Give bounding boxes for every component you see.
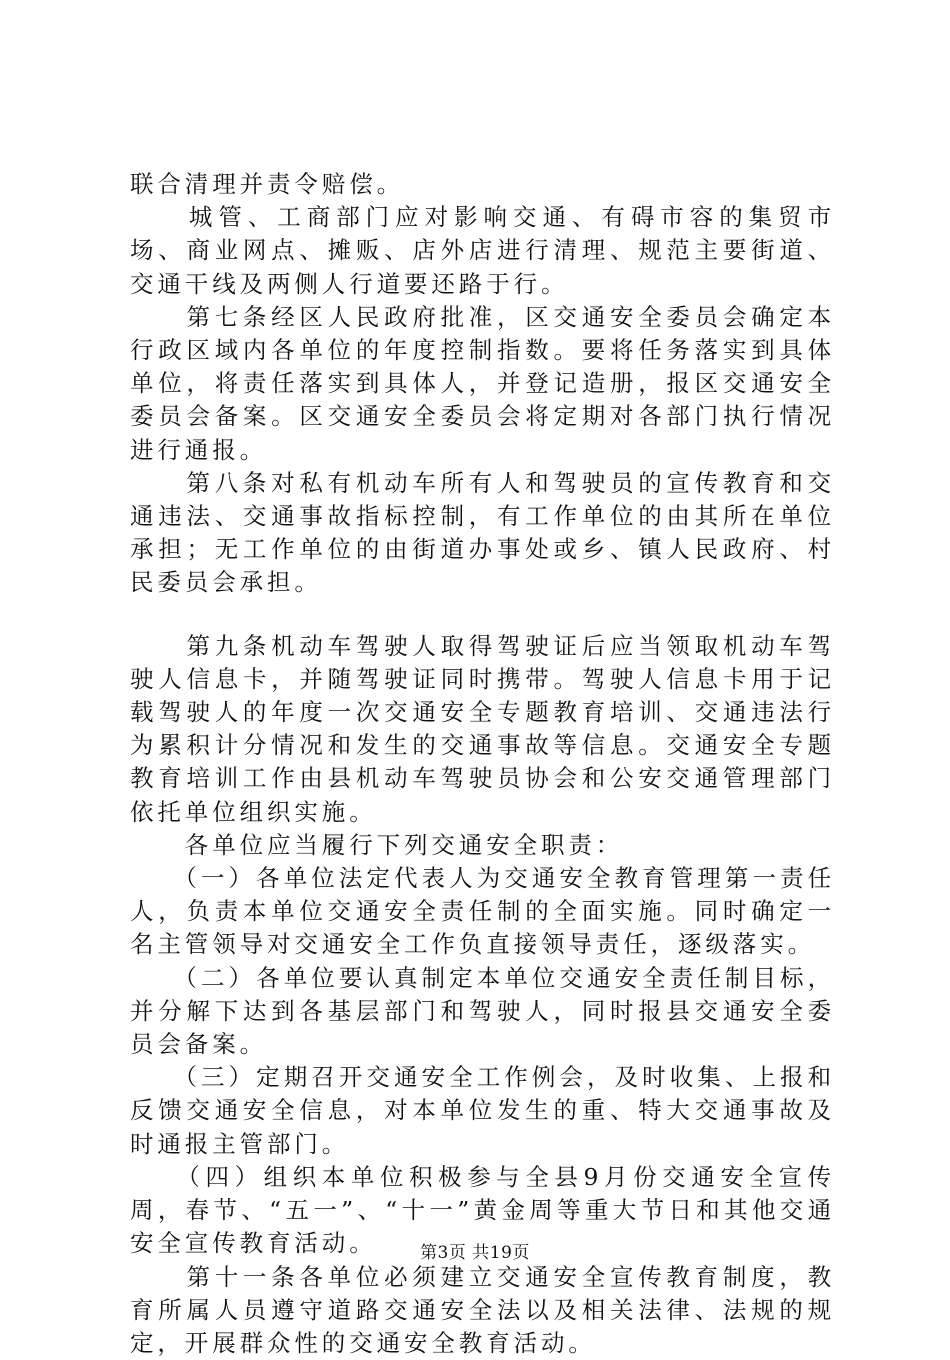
paragraph: （一）各单位法定代表人为交通安全教育管理第一责任人，负责本单位交通安全责任制的全面实施。同时确定一名主管领导对交通安全工作负直接领导责任，逐级落实。 (130, 862, 835, 962)
paragraph: （四）组织本单位积极参与全县9月份交通安全宣传周，春节、“五一”、“十一”黄金周等重大节日和其他交通安全宣传教育活动。 (130, 1161, 835, 1261)
paragraph: 城管、工商部门应对影响交通、有碍市容的集贸市场、商业网点、摊贩、店外店进行清理、规范主要街道、交通干线及两侧人行道要还路于行。 (130, 201, 835, 301)
paragraph: 第八条对私有机动车所有人和驾驶员的宣传教育和交通违法、交通事故指标控制，有工作单位的由其所在单位承担；无工作单位的由街道办事处或乡、镇人民政府、村民委员会承担。 (130, 467, 835, 600)
paragraph: 联合清理并责令赔偿。 (130, 168, 835, 201)
paragraph: （三）定期召开交通安全工作例会，及时收集、上报和反馈交通安全信息，对本单位发生的重、特大交通事故及时通报主管部门。 (130, 1061, 835, 1161)
paragraph: （二）各单位要认真制定本单位交通安全责任制目标，并分解下达到各基层部门和驾驶人，同时报县交通安全委员会备案。 (130, 962, 835, 1062)
document-body (130, 168, 835, 1360)
paragraph: 第七条经区人民政府批准，区交通安全委员会确定本行政区域内各单位的年度控制指数。要将任务落实到具体单位，将责任落实到具体人，并登记造册，报区交通安全委员会备案。区交通安全委员会将定期对各部门执行情况进行通报。 (130, 301, 835, 467)
page-footer: 第3页 共19页 (0, 1242, 950, 1264)
paragraph-gap (130, 600, 835, 630)
paragraph: 各单位应当履行下列交通安全职责： (130, 829, 835, 862)
paragraph: 第九条机动车驾驶人取得驾驶证后应当领取机动车驾驶人信息卡，并随驾驶证同时携带。驾驶人信息卡用于记载驾驶人的年度一次交通安全专题教育培训、交通违法行为累积计分情况和发生的交通事故等信息。交通安全专题教育培训工作由县机动车驾驶员协会和公安交通管理部门依托单位组织实施。 (130, 630, 835, 829)
paragraph: 第十一条各单位必须建立交通安全宣传教育制度，教育所属人员遵守道路交通安全法以及相关法律、法规的规定，开展群众性的交通安全教育活动。 (130, 1261, 835, 1360)
